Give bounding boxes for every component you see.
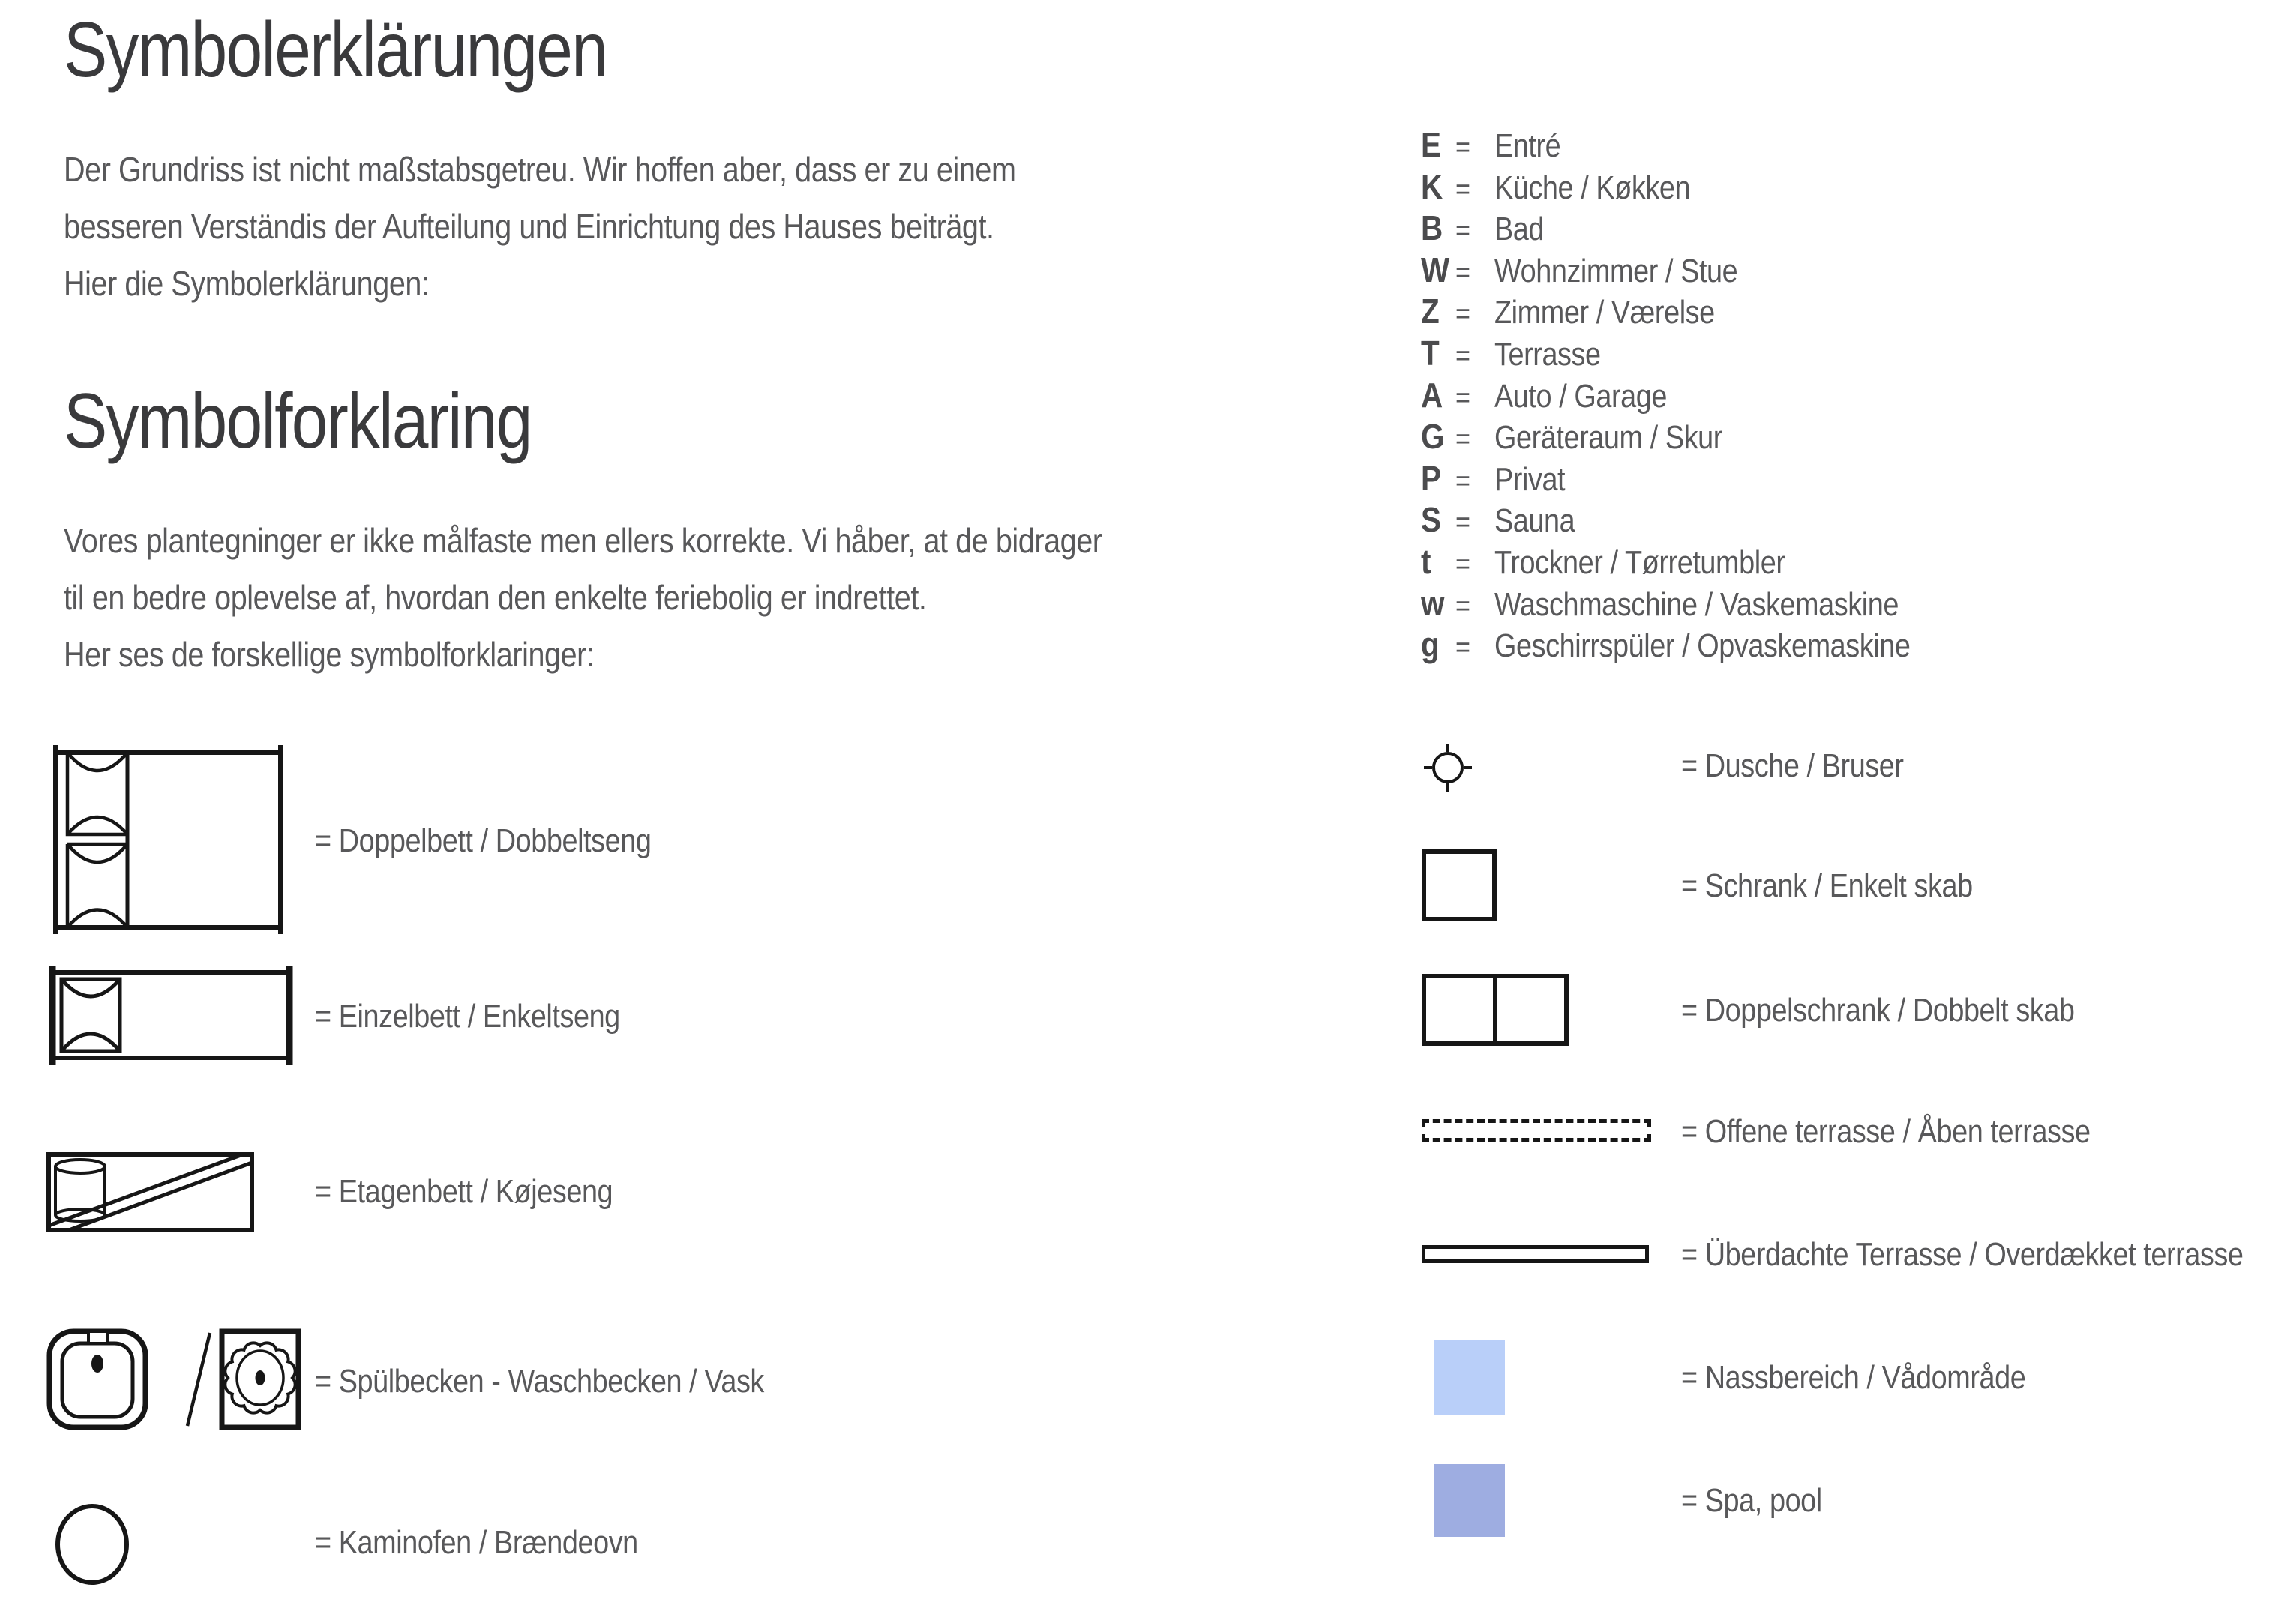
single-bed-label: = Einzelbett / Enkeltseng [315, 998, 620, 1035]
spa-pool-icon [1434, 1464, 1505, 1537]
legend-row-label [315, 822, 706, 861]
abbr-meaning: Trockner / Tørretumbler [1494, 543, 1785, 581]
abbr-equals: = [1455, 256, 1470, 289]
abbr-letter: G [1421, 417, 1445, 457]
bunk-bed-icon [46, 1152, 254, 1232]
abbreviation-row [1421, 416, 1978, 458]
abbreviation-row [1421, 333, 1978, 375]
abbreviation-row [1421, 499, 1978, 541]
open-terrace-label: = Offene terrasse / Åben terrasse [1681, 1113, 2091, 1150]
abbreviation-row [1421, 541, 1978, 583]
abbreviation-row [1421, 458, 1978, 500]
wet-area-label: = Nassbereich / Vådområde [1681, 1359, 2026, 1396]
intro-paragraph-danish [64, 512, 1271, 683]
legend-row-label [315, 1523, 691, 1562]
page-title-german-text: Symbolerklärungen [64, 7, 607, 94]
abbr-meaning: Zimmer / Værelse [1494, 294, 1715, 331]
legend-row-label [1681, 1481, 1845, 1520]
abbr-meaning: Waschmaschine / Vaskemaskine [1494, 585, 1899, 623]
wood-stove-label: = Kaminofen / Brændeovn [315, 1524, 638, 1561]
single-bed-icon [46, 966, 295, 1065]
abbr-letter: W [1421, 250, 1450, 289]
intro-da-line: Her ses de forskellige symbolforklaringer: [64, 635, 595, 674]
abbreviation-row [1421, 375, 1978, 417]
single-cabinet-label: = Schrank / Enkelt skab [1681, 867, 1973, 904]
abbreviation-row [1421, 624, 1978, 666]
double-cabinet-icon [1422, 974, 1569, 1046]
shower-label: = Dusche / Bruser [1681, 747, 1904, 784]
abbreviation-row [1421, 166, 1978, 208]
abbr-letter: g [1421, 625, 1440, 665]
abbr-letter: B [1421, 208, 1443, 248]
abbreviation-row [1421, 250, 1978, 292]
legend-row-label [1681, 867, 2020, 906]
abbr-meaning: Terrasse [1494, 335, 1601, 373]
legend-row-label [1681, 747, 1940, 786]
sink-washbasin-label: = Spülbecken - Waschbecken / Vask [315, 1363, 764, 1400]
abbr-letter: E [1421, 125, 1442, 164]
abbr-meaning: Geräteraum / Skur [1494, 419, 1722, 457]
legend-row-label [1681, 1358, 2082, 1397]
abbr-meaning: Entré [1494, 127, 1561, 164]
intro-da-line: til en bedre oplevelse af, hvordan den enkelte feriebolig er indrettet. [64, 578, 927, 617]
wet-area-icon [1434, 1340, 1505, 1415]
abbreviation-list [1421, 124, 1978, 666]
page-title-german [64, 7, 710, 94]
legend-row-label [1681, 1235, 2296, 1274]
abbr-equals: = [1455, 382, 1470, 414]
abbreviation-row [1421, 124, 1978, 166]
covered-terrace-label: = Überdachte Terrasse / Overdækket terrasse [1681, 1236, 2244, 1273]
cabinet-cell [1426, 978, 1497, 1041]
double-bed-label: = Doppelbett / Dobbeltseng [315, 822, 652, 859]
legend-row-label [315, 1172, 661, 1211]
abbr-letter: Z [1421, 292, 1440, 331]
abbr-meaning: Sauna [1494, 502, 1575, 540]
intro-de-line: Der Grundriss ist nicht maßstabsgetreu. Wir hoffen aber, dass er zu einem [64, 150, 1016, 189]
intro-de-line: besseren Verständis der Aufteilung und Einrichtung des Hauses beiträgt. [64, 207, 994, 246]
abbr-letter: t [1421, 541, 1431, 581]
abbr-letter: K [1421, 166, 1443, 206]
abbr-equals: = [1455, 132, 1470, 163]
page-title-danish [64, 378, 621, 465]
bunk-bed-label: = Etagenbett / Køjeseng [315, 1173, 613, 1210]
abbr-equals: = [1455, 340, 1470, 372]
legend-row-label [315, 997, 670, 1036]
abbr-equals: = [1455, 507, 1470, 539]
abbr-equals: = [1455, 298, 1470, 331]
slash-divider-icon [183, 1330, 214, 1429]
single-cabinet-icon [1422, 849, 1497, 921]
intro-da-line: Vores plantegninger er ikke målfaste men ellers korrekte. Vi håber, at de bidrager [64, 521, 1102, 560]
abbr-equals: = [1455, 590, 1470, 622]
shower-icon [1418, 738, 1478, 798]
legend-row-label [1681, 1112, 2157, 1151]
abbr-meaning: Geschirrspüler / Opvaskemaskine [1494, 627, 1911, 665]
abbr-meaning: Bad [1494, 211, 1545, 248]
abbr-equals: = [1455, 424, 1470, 456]
double-cabinet-label: = Doppelschrank / Dobbelt skab [1681, 992, 2075, 1029]
abbr-equals: = [1455, 548, 1470, 580]
spa-pool-label: = Spa, pool [1681, 1482, 1822, 1519]
kitchen-sink-icon [46, 1328, 148, 1430]
intro-de-line: Hier die Symbolerklärungen: [64, 264, 430, 303]
abbr-meaning: Privat [1494, 460, 1566, 498]
abbr-letter: P [1421, 458, 1442, 498]
abbr-meaning: Auto / Garage [1494, 377, 1668, 415]
abbr-letter: w [1421, 583, 1445, 623]
open-terrace-icon [1422, 1119, 1651, 1142]
abbreviation-row [1421, 291, 1978, 333]
abbr-equals: = [1455, 465, 1470, 497]
wood-stove-icon [54, 1502, 130, 1586]
cabinet-cell [1497, 978, 1564, 1041]
legend-row-label [1681, 991, 2139, 1030]
abbr-meaning: Küche / Køkken [1494, 169, 1691, 206]
abbr-equals: = [1455, 173, 1470, 205]
legend-row-label [315, 1362, 837, 1401]
washbasin-icon [219, 1328, 301, 1430]
abbr-letter: A [1421, 375, 1443, 415]
abbr-letter: T [1421, 333, 1440, 373]
abbr-equals: = [1455, 632, 1470, 664]
abbr-letter: S [1421, 500, 1442, 540]
double-bed-icon [48, 745, 288, 934]
intro-paragraph-german [64, 141, 1170, 312]
abbr-meaning: Wohnzimmer / Stue [1494, 252, 1738, 289]
abbreviation-row [1421, 583, 1978, 625]
abbr-equals: = [1455, 215, 1470, 247]
abbreviation-row [1421, 208, 1978, 250]
covered-terrace-icon [1422, 1245, 1649, 1263]
page-title-danish-text: Symbolforklaring [64, 378, 532, 465]
